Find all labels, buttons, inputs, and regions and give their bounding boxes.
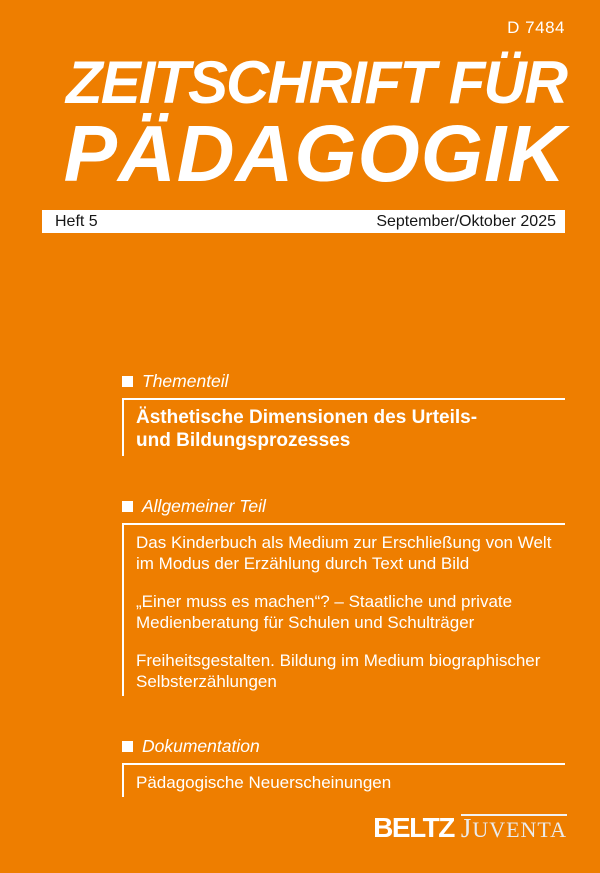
square-bullet-icon <box>122 376 133 387</box>
article-title-line: im Modus der Erzählung durch Text und Bild <box>136 554 470 573</box>
square-bullet-icon <box>122 501 133 512</box>
article-title-line: Pädagogische Neuerscheinungen <box>136 773 392 792</box>
issue-bar <box>42 210 565 233</box>
section-label: Dokumentation <box>142 735 260 756</box>
issue-number: Heft 5 <box>55 212 98 230</box>
article-title-line: Freiheitsgestalten. Bildung im Medium biographischer <box>136 651 541 670</box>
publisher-juventa-wordmark: JUVENTA <box>460 813 567 843</box>
square-bullet-icon <box>122 741 133 752</box>
section-articles-box <box>122 398 565 456</box>
section-articles-box <box>122 763 565 797</box>
toc-section-thementeil <box>122 371 565 456</box>
toc-section-allgemeiner-teil <box>122 496 565 696</box>
article-entry <box>136 407 565 452</box>
article-entry <box>136 650 565 692</box>
article-title-line: Ästhetische Dimensionen des Urteils- <box>136 407 478 428</box>
section-label: Thementeil <box>142 370 229 391</box>
article-entry <box>136 532 565 574</box>
article-entry <box>136 772 565 793</box>
article-title-line: Selbsterzählungen <box>136 672 277 691</box>
article-title-line: Medienberatung für Schulen und Schulträger <box>136 613 475 632</box>
postal-code: D 7484 <box>507 18 565 37</box>
journal-title-line2: PÄDAGOGIK <box>63 109 566 198</box>
publisher-logo <box>373 812 567 843</box>
section-header <box>122 496 565 516</box>
toc-section-dokumentation <box>122 736 565 797</box>
journal-title-line1: ZEITSCHRIFT FÜR <box>66 49 566 116</box>
article-title-line: Das Kinderbuch als Medium zur Erschließung von Welt <box>136 533 552 552</box>
article-title-line: und Bildungsprozesses <box>136 429 351 451</box>
article-title-line: „Einer muss es machen“? – Staatliche und private <box>136 592 513 611</box>
section-header <box>122 371 565 391</box>
journal-masthead <box>63 49 566 198</box>
section-label: Allgemeiner Teil <box>142 495 266 516</box>
issue-date: September/Oktober 2025 <box>376 212 556 230</box>
section-articles-box <box>122 523 565 696</box>
article-entry <box>136 591 565 633</box>
section-header <box>122 736 565 756</box>
publisher-beltz-wordmark: BELTZ <box>373 812 454 843</box>
table-of-contents <box>122 371 565 797</box>
